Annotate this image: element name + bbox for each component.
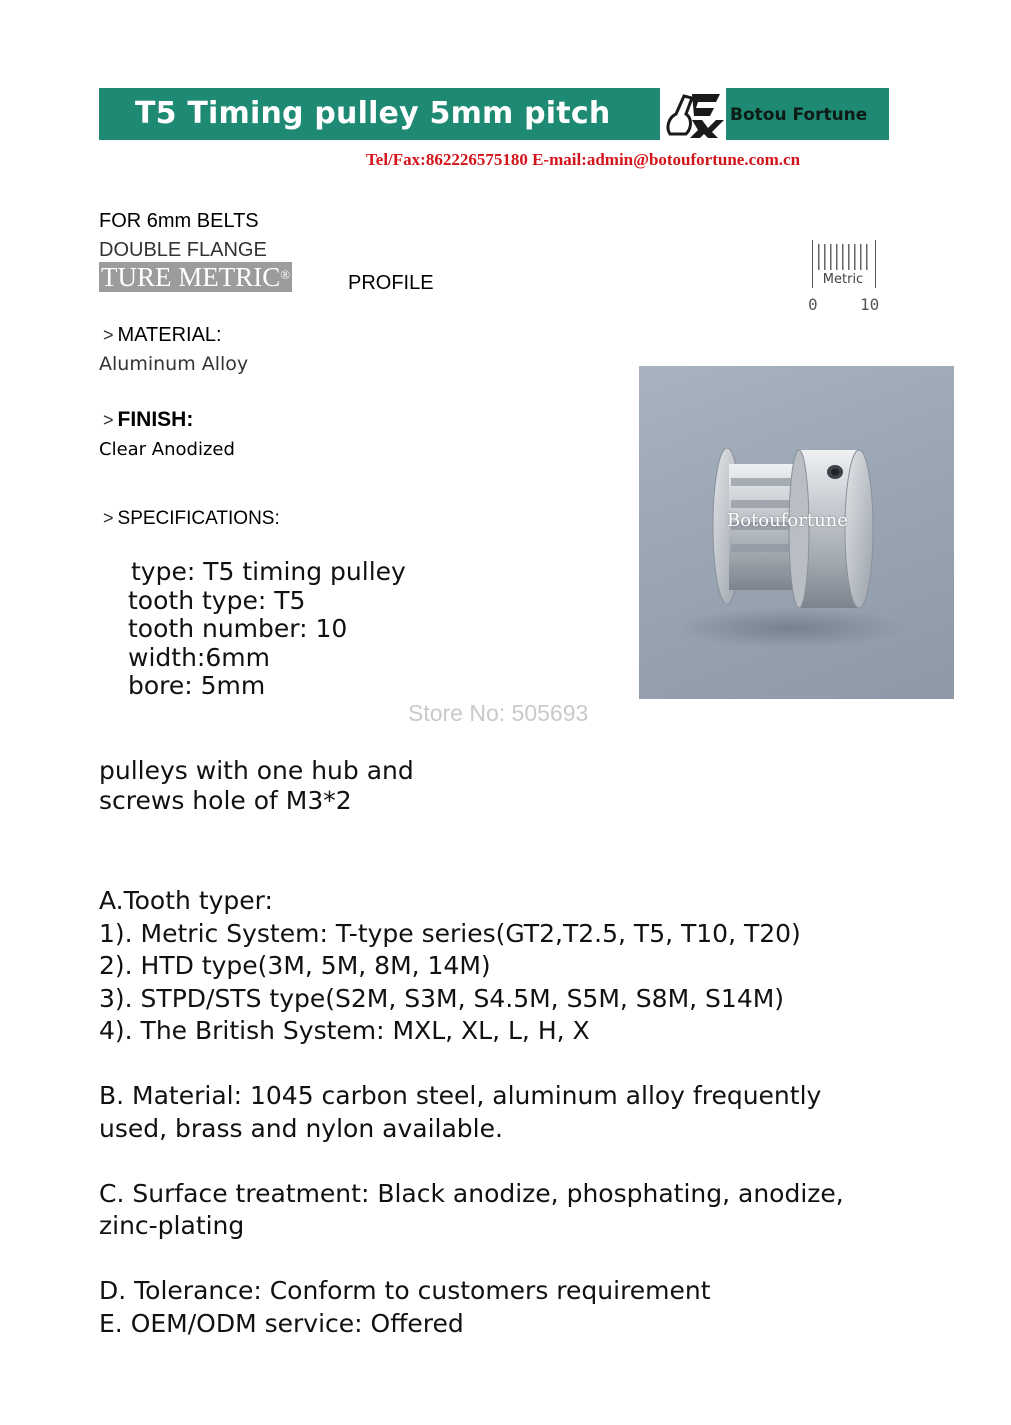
flange-line: DOUBLE FLANGE — [99, 239, 267, 261]
spec-line: tooth type: T5 — [128, 585, 306, 615]
tooth-type-item: 1). Metric System: T-type series(GT2,T2.5, T5, T10, T20) — [99, 918, 801, 948]
tooth-type-item: 3). STPD/STS type(S2M, S3M, S4.5M, S5M, S8M, S14M) — [99, 983, 785, 1013]
arrow-icon: > — [103, 508, 114, 528]
banner-title-box — [99, 88, 660, 140]
material-detail-line: B. Material: 1045 carbon steel, aluminum alloy frequently — [99, 1081, 822, 1110]
spec-line: tooth number: 10 — [128, 614, 348, 643]
photo-watermark: Botoufortune — [727, 510, 848, 531]
banner-title: T5 Timing pulley 5mm pitch — [135, 96, 611, 131]
specifications-list — [128, 558, 406, 701]
tooth-type-item: 2). HTD type(3M, 5M, 8M, 14M) — [99, 951, 491, 980]
hub-description — [99, 756, 414, 816]
arrow-icon: > — [103, 410, 114, 430]
profile-label: PROFILE — [348, 272, 434, 294]
botou-fortune-logo-icon — [662, 88, 726, 140]
material-value: Aluminum Alloy — [99, 353, 249, 375]
oem-line: E. OEM/ODM service: Offered — [99, 1308, 464, 1338]
surface-treatment-line: zinc-plating — [99, 1211, 245, 1240]
ture-metric-label — [99, 262, 292, 292]
spacer — [99, 1048, 979, 1081]
spec-line: width:6mm — [128, 642, 270, 672]
product-photo — [639, 366, 954, 699]
finish-value: Clear Anodized — [99, 439, 235, 460]
surface-treatment-line: C. Surface treatment: Black anodize, phosphating, anodize, — [99, 1178, 844, 1208]
spec-line: bore: 5mm — [128, 671, 266, 700]
spacer — [99, 1243, 979, 1276]
material-detail-line: used, brass and nylon available. — [99, 1113, 503, 1143]
details-section — [99, 885, 979, 1340]
ruler-start: 0 — [808, 295, 818, 314]
store-number: Store No: 505693 — [408, 700, 589, 726]
banner-brand-box — [726, 88, 889, 140]
finish-heading-text: FINISH: — [117, 408, 194, 431]
contact-line: Tel/Fax:862226575180 E-mail:admin@botoufortune.com.cn — [366, 150, 801, 169]
ruler-ticks — [818, 244, 872, 270]
hub-line: screws hole of M3*2 — [99, 786, 352, 815]
spec-line: type: T5 timing pulley — [131, 557, 406, 586]
spacer — [99, 1145, 979, 1178]
pulley-illustration — [639, 366, 954, 699]
hub-line: pulleys with one hub and — [99, 756, 414, 785]
tolerance-line: D. Tolerance: Conform to customers requirement — [99, 1276, 711, 1305]
specifications-heading-text: SPECIFICATIONS: — [117, 508, 280, 529]
ruler-label: Metric — [822, 272, 864, 287]
ture-metric-text: TURE METRIC — [101, 262, 281, 292]
arrow-icon: > — [103, 325, 114, 345]
ruler-end: 10 — [860, 295, 880, 314]
title-banner — [99, 88, 889, 140]
specifications-heading — [103, 508, 280, 530]
banner-brand: Botou Fortune — [730, 105, 868, 125]
material-heading — [103, 324, 222, 347]
tooth-type-heading: A.Tooth typer: — [99, 886, 273, 915]
finish-heading — [103, 408, 193, 432]
material-heading-text: MATERIAL: — [117, 324, 222, 346]
belts-line: FOR 6mm BELTS — [99, 210, 259, 232]
registered-mark: ® — [280, 267, 291, 282]
tooth-type-item: 4). The British System: MXL, XL, L, H, X — [99, 1016, 590, 1045]
metric-ruler-icon — [808, 240, 878, 318]
